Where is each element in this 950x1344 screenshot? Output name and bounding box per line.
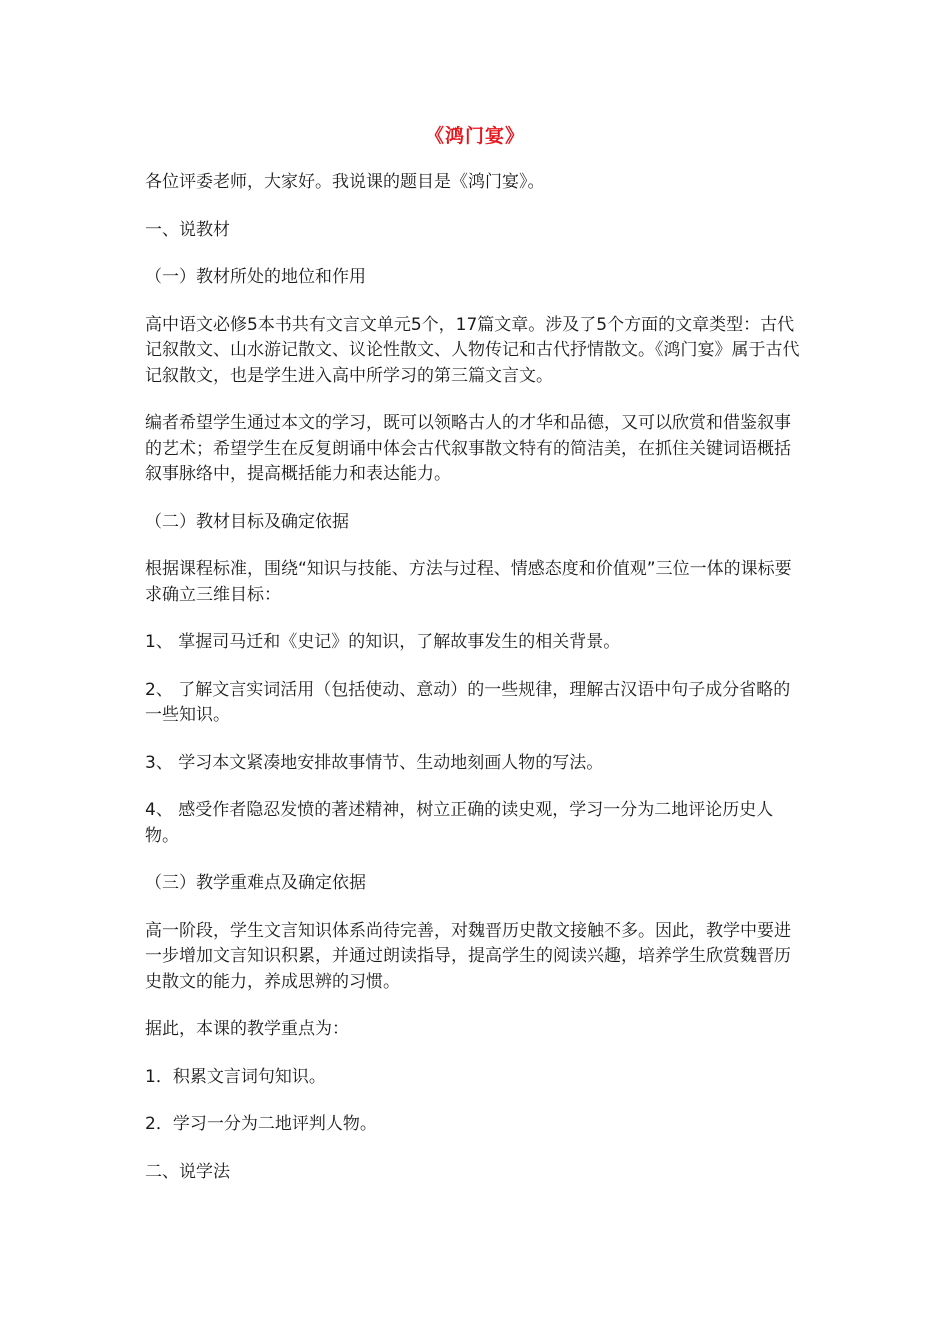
- list-item-key-point-2: 2．学习一分为二地评判人物。: [145, 1114, 377, 1134]
- list-item-objective-3: 3、 学习本文紧凑地安排故事情节、生动地刻画人物的写法。: [145, 752, 604, 773]
- paragraph-key-points: 高一阶段，学生文言知识体系尚待完善，对魏晋历史散文接触不多。因此，教学中要进一步增加文言知识积累，并通过朗读指导，提高学生的阅读兴趣，培养学生欣赏魏晋历史散文的能力，养成思辨的习惯。: [145, 920, 791, 992]
- paragraph-objectives-intro: 根据课程标准，围绕“知识与技能、方法与过程、情感态度和价值观”三位一体的课标要求确立三维目标：: [145, 559, 792, 605]
- document-title: 《鸿门宴》: [424, 125, 525, 147]
- paragraph-editor-intent: 编者希望学生通过本文的学习，既可以领略古人的才华和品德，又可以欣赏和借鉴叙事的艺术；希望学生在反复朗诵中体会古代叙事散文特有的简洁美，在抓住关键词语概括叙事脉络中，提高概括能力和表达能力。: [145, 413, 791, 484]
- document-body: [145, 170, 807, 1207]
- list-item-objective-4: 4、 感受作者隐忍发愤的著述精神，树立正确的读史观，学习一分为二地评论历史人物。: [145, 800, 774, 846]
- subsection-heading-objectives: （二）教材目标及确定依据: [145, 511, 349, 532]
- list-item-key-point-1: 1．积累文言词句知识。: [145, 1066, 326, 1087]
- paragraph-greeting: 各位评委老师，大家好。我说课的题目是《鸿门宴》。: [145, 172, 545, 192]
- section-heading-learning-methods: 二、说学法: [145, 1161, 230, 1182]
- section-heading-textbook: 一、说教材: [145, 219, 230, 240]
- paragraph-key-points-intro: 据此，本课的教学重点为：: [145, 1019, 349, 1039]
- list-item-objective-2: 2、 了解文言实词活用（包括使动、意动）的一些规律，理解古汉语中句子成分省略的一些知识。: [145, 679, 791, 725]
- subsection-heading-status: （一）教材所处的地位和作用: [145, 267, 366, 287]
- subsection-heading-key-points: （三）教学重难点及确定依据: [145, 873, 366, 893]
- paragraph-status: 高中语文必修5本书共有文言文单元5个，17篇文章。涉及了5个方面的文章类型：古代记叙散文、山水游记散文、议论性散文、人物传记和古代抒情散文。《鸿门宴》属于古代记叙散文，也是学生进入高中所学习的第三篇文言文。: [145, 314, 800, 386]
- list-item-objective-1: 1、 掌握司马迁和《史记》的知识，了解故事发生的相关背景。: [145, 632, 621, 652]
